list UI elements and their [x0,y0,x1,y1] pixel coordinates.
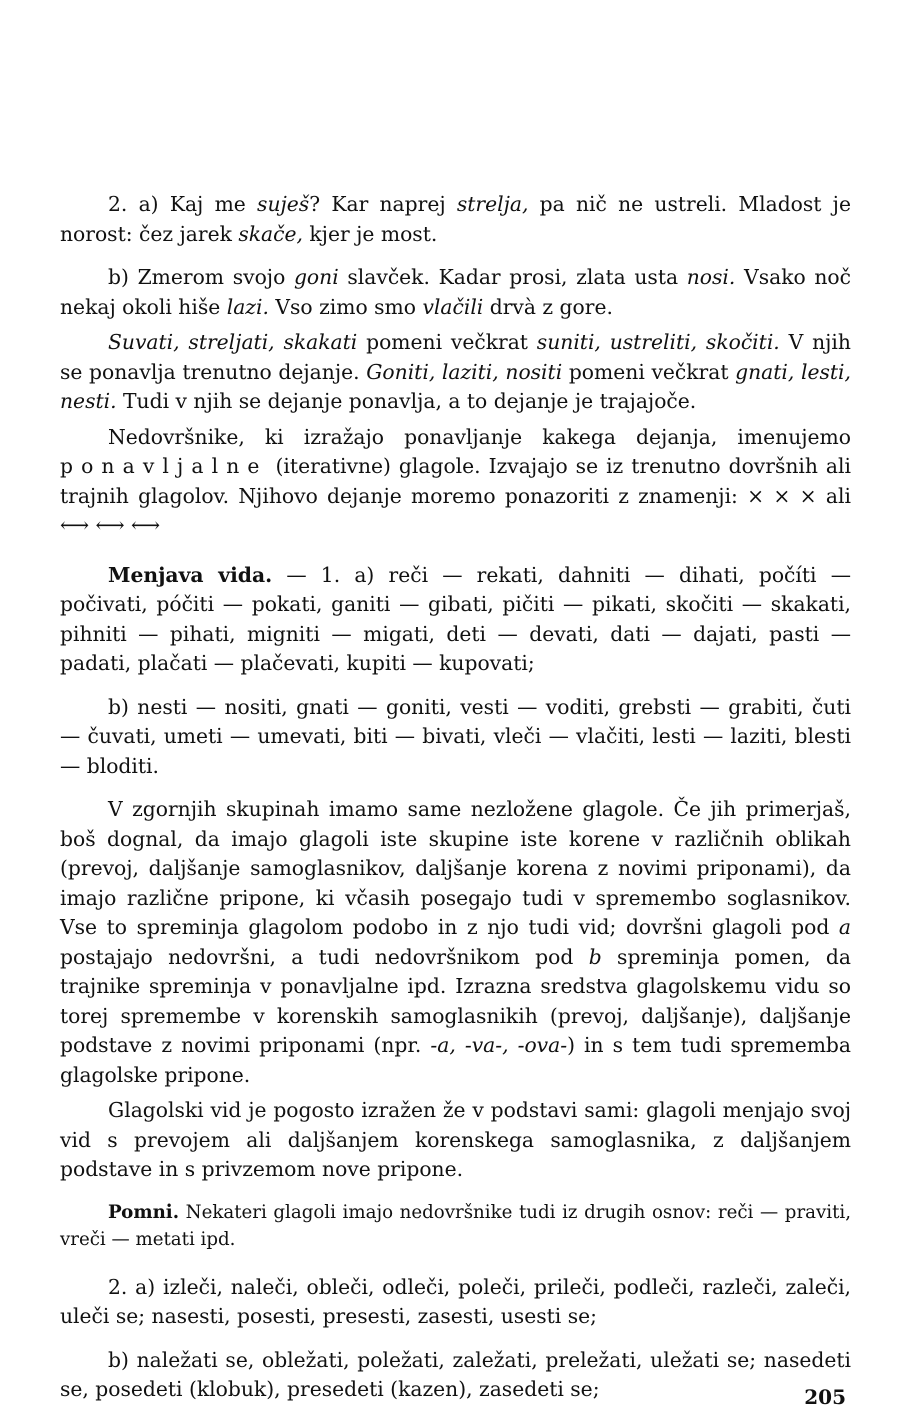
text-run: b) Zmerom svojo [108,265,294,289]
text-run: a [838,915,851,939]
definition-paragraph [60,423,851,541]
text-run: goni [293,265,339,289]
text-run: Vsako noč nekaj okoli hiše [60,265,851,319]
text-run: Goniti, laziti, nositi [366,359,563,384]
explanation-paragraph [60,328,851,417]
text-run: Tudi v njih se dejanje ponavlja, a to dejanje je trajajoče. [116,389,697,413]
text-run: — 1. a) reči — rekati, dahniti — dihati, počíti — počivati, póčiti — pokati, ganiti — gibati, pičiti — pikati, skočiti — skakati, pihniti — pihati, migniti — migati, deti — devati, dati — dajati, pasti — padati, plačati — plačevati, kupiti — kupovati; [60,562,851,675]
text-run: suješ [257,192,310,216]
page-body [60,190,851,1405]
text-run: Suvati, streljati, skakati [108,330,358,354]
text-run: Pomni. [108,1201,180,1223]
text-run: 2. a) Kaj me [108,192,258,216]
text-run: (iterativne) glagole. Izvajajo se iz trenutno dovršnih ali trajnih glagolov. Njihovo dejanje moremo ponazoriti z znamenji: × × × ali ⟷ ⟷ ⟷ [60,454,851,537]
text-run: V njih se ponavlja trenutno dejanje. [60,330,851,384]
text-run: strelja, [456,192,529,216]
example-sentences-a [60,190,851,249]
text-run: ? Kar naprej [309,192,457,216]
text-run: V zgornjih skupinah imamo same nezložene glagole. Če jih primerjaš, boš dognal, da imajo glagoli iste skupine iste korene v različnih oblikah (prevoj, daljšanje samoglasnikov, daljšanje korena z novimi priponami), da imajo različne pripone, ki včasih posegajo tudi v spremembo soglasnikov. Vse to spreminja glagolom podobo in z njo tudi vid; dovršni glagoli pod [60,797,851,939]
text-run: 2. a) izleči, naleči, obleči, odleči, poleči, prileči, podleči, razleči, zaleči, uleči se; nasesti, posesti, presesti, zasesti, usesti se; [60,1274,851,1328]
text-run: ) in s tem tudi sprememba glagolske pripone. [60,1033,851,1087]
text-run: spreminja pomen, da trajnike spreminja v ponavljalne ipd. Izrazna sredstva glagolskemu vidu so torej spremembe v korenskih samoglasnikih (prevoj, daljšanje), daljšanje podstave z novimi priponami (npr. [60,944,851,1057]
prefix-list-a [60,1273,851,1332]
text-run: vlačili [422,294,484,319]
comparison-paragraph [60,795,851,1090]
text-run: Glagolski vid je pogosto izražen že v podstavi sami: glagoli menjajo svoj vid s prevojem ali daljšanjem korenskega samoglasnika, z daljšanjem podstave in s privzemom nove pripone. [60,1098,851,1181]
text-run: Nekateri glagoli imajo nedovršnike tudi iz drugih osnov: reči — praviti, vreči — metati ipd. [60,1201,851,1250]
aspect-change-list-a [60,561,851,679]
text-run: postajajo nedovršni, a tudi nedovršnikom pod [60,944,589,969]
text-run: pa nič ne ustreli. Mladost je norost: čez jarek [60,192,851,246]
text-run: Menjava vida. [108,562,273,587]
text-run: lazi. [226,294,269,319]
text-run: suniti, ustreliti, skočiti. [536,330,780,354]
text-run: Nedovršnike, ki izražajo ponavljanje kakega dejanja, imenujemo [108,424,851,449]
text-run: Vso zimo smo [268,294,423,319]
text-run: slavček. Kadar prosi, zlata usta [338,265,687,289]
text-run: nosi. [686,265,736,289]
text-run: b) naležati se, obležati, poležati, zaležati, preležati, uležati se; nasedeti se, posedeti (klobuk), presedeti (kazen), zasedeti se; [60,1347,851,1401]
aspect-change-list-b [60,693,851,782]
text-run: ponavljalne [60,454,268,478]
text-run: pomeni večkrat [357,330,537,354]
summary-paragraph [60,1096,851,1185]
text-run: gnati, lesti, nesti. [60,359,851,413]
example-sentences-b [60,263,851,322]
text-run: skače, [238,221,303,246]
text-run: -a, -va-, -ova- [430,1033,568,1057]
note-paragraph [60,1199,851,1253]
page-number: 205 [804,1385,846,1409]
text-run: drvà z gore. [483,294,613,319]
text-run: pomeni večkrat [562,359,736,384]
text-run: b) nesti — nositi, gnati — goniti, vesti — voditi, grebsti — grabiti, čuti — čuvati, umeti — umevati, biti — bivati, vleči — vlačiti, lesti — laziti, blesti — bloditi. [60,694,851,778]
prefix-list-b [60,1346,851,1405]
text-run: b [588,944,602,969]
text-run: kjer je most. [302,221,438,246]
